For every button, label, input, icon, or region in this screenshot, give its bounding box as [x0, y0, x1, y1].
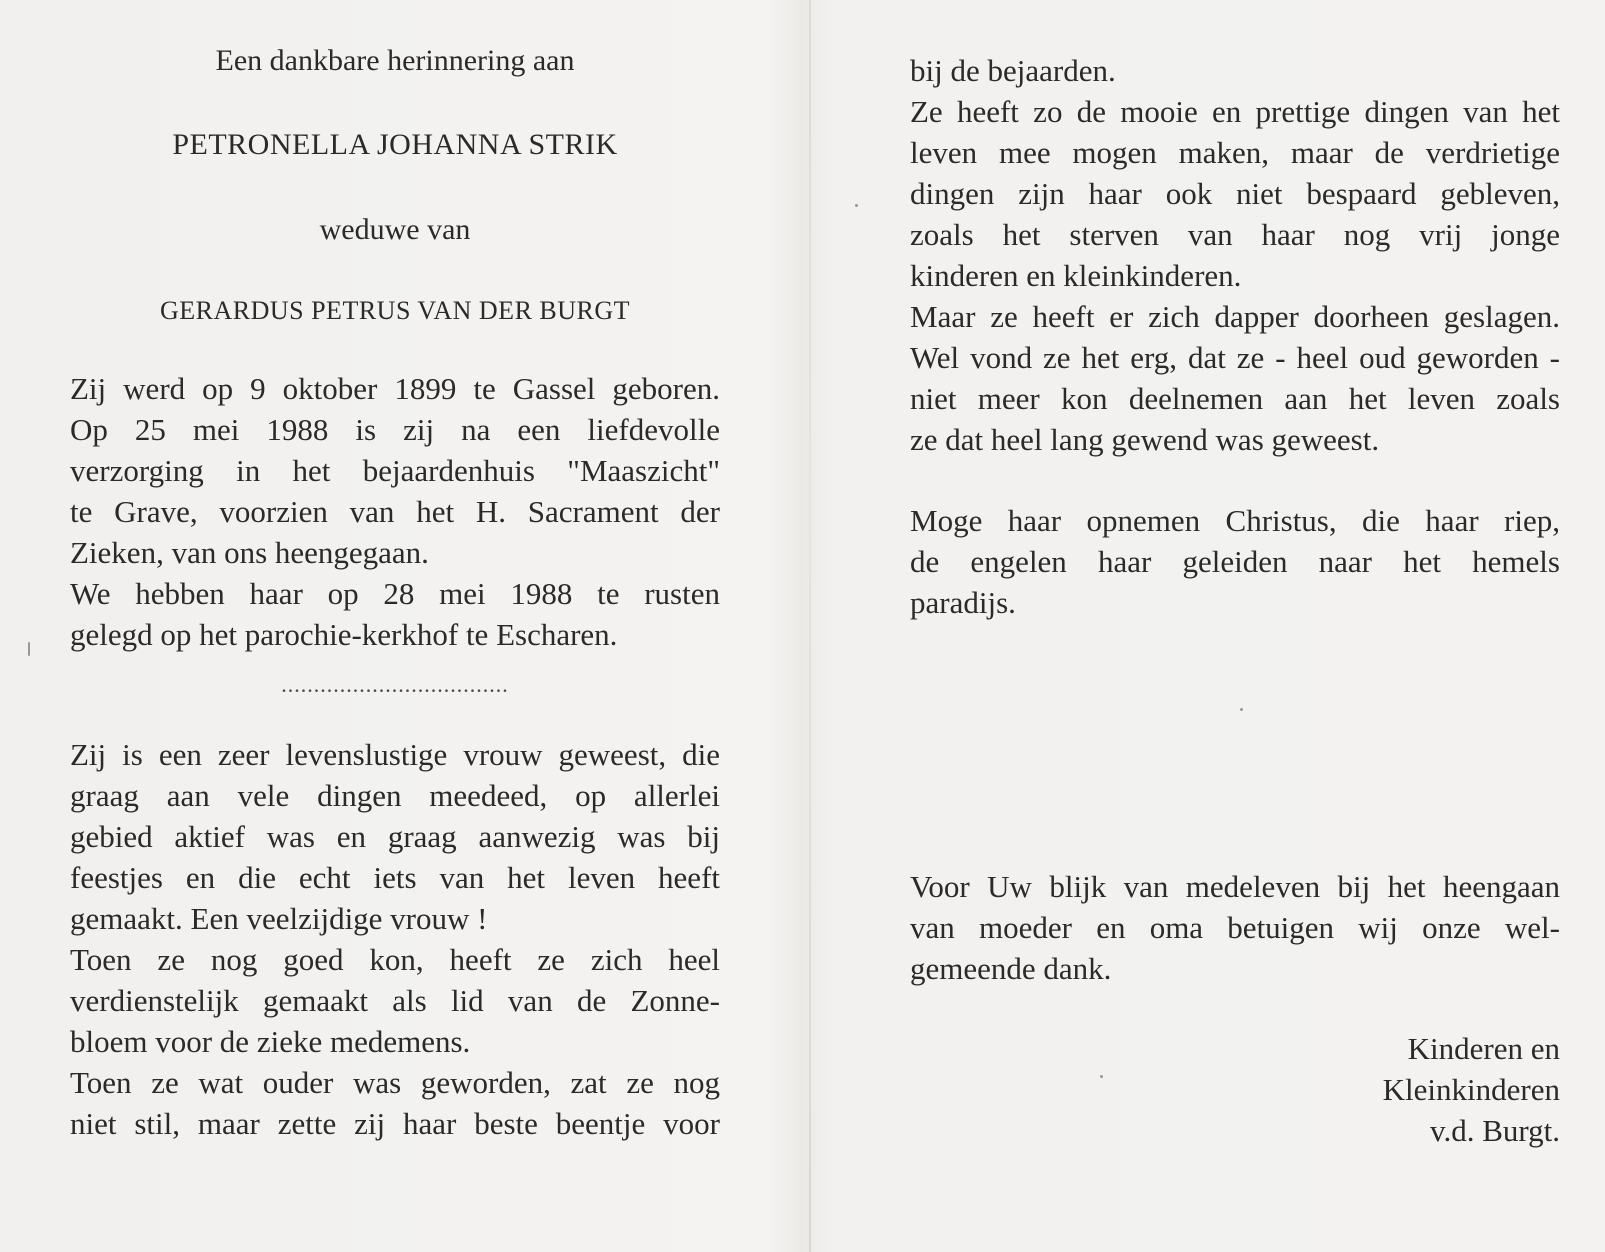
text-line: Ze heeft zo de mooie en prettige dingen van het — [910, 94, 1560, 129]
signature-block — [910, 1028, 1560, 1151]
text-line: Zij werd op 9 oktober 1899 te Gassel geboren. — [70, 371, 720, 406]
text-line: gelegd op het parochie-kerkhof te Escharen. — [70, 617, 618, 652]
text-line: leven mee mogen maken, maar de verdrietige — [910, 135, 1560, 170]
text-line: kinderen en kleinkinderen. — [910, 258, 1242, 293]
biography-paragraph — [70, 368, 720, 655]
signature-line: v.d. Burgt. — [1429, 1113, 1560, 1148]
prayer-paragraph — [910, 500, 1560, 623]
widow-of-label: weduwe van — [319, 213, 471, 246]
card-fold-line — [809, 0, 811, 1252]
text-line: niet meer kon deelnemen aan het leven zoals — [910, 381, 1560, 416]
thanks-paragraph — [910, 866, 1560, 989]
text-line: bloem voor de zieke medemens. — [70, 1024, 471, 1059]
text-line: Wel vond ze het erg, dat ze - heel oud geworden - — [910, 340, 1560, 375]
text-line: de engelen haar geleiden naar het hemels — [910, 544, 1560, 579]
text-line: graag aan vele dingen meedeed, op allerlei — [70, 778, 720, 813]
paper-speck — [855, 204, 858, 207]
text-line: verzorging in het bejaardenhuis "Maaszicht" — [70, 453, 720, 488]
intro-line: Een dankbare herinnering aan — [215, 44, 575, 77]
text-line: Voor Uw blijk van medeleven bij het heengaan — [910, 869, 1560, 904]
text-line: bij de bejaarden. — [910, 53, 1116, 88]
text-line: zoals het sterven van haar nog vrij jonge — [910, 217, 1560, 252]
character-paragraph — [70, 734, 720, 1144]
signature-line: Kinderen en — [1407, 1031, 1560, 1066]
text-line: Zieken, van ons heengegaan. — [70, 535, 429, 570]
text-line: Maar ze heeft er zich dapper doorheen geslagen. — [910, 299, 1560, 334]
text-line: paradijs. — [910, 585, 1016, 620]
text-line: dingen zijn haar ook niet bespaard gebleven, — [910, 176, 1560, 211]
text-line: ze dat heel lang gewend was geweest. — [910, 422, 1380, 457]
text-line: Toen ze wat ouder was geworden, zat ze nog — [70, 1065, 720, 1100]
text-line: verdienstelijk gemaakt als lid van de Zonne- — [70, 983, 720, 1018]
deceased-name: PETRONELLA JOHANNA STRIK — [172, 128, 618, 161]
dotted-divider: ................................... — [281, 672, 509, 697]
text-line: We hebben haar op 28 mei 1988 te rusten — [70, 576, 720, 611]
text-line: te Grave, voorzien van het H. Sacrament der — [70, 494, 720, 529]
paper-mark — [28, 642, 30, 656]
text-line: gemeende dank. — [910, 951, 1112, 986]
text-line: gebied aktief was en graag aanwezig was bij — [70, 819, 720, 854]
signature-line: Kleinkinderen — [1382, 1072, 1560, 1107]
text-line: feestjes en die echt iets van het leven heeft — [70, 860, 720, 895]
text-line: Moge haar opnemen Christus, die haar riep, — [910, 503, 1560, 538]
paper-speck — [1240, 708, 1243, 711]
text-line: Toen ze nog goed kon, heeft ze zich heel — [70, 942, 720, 977]
text-line: van moeder en oma betuigen wij onze wel- — [910, 910, 1560, 945]
text-line: niet stil, maar zette zij haar beste beentje voor — [70, 1106, 720, 1141]
husband-name: GERARDUS PETRUS VAN DER BURGT — [159, 296, 631, 325]
text-line: Op 25 mei 1988 is zij na een liefdevolle — [70, 412, 720, 447]
paper-speck — [1100, 1075, 1103, 1078]
continuation-paragraph — [910, 50, 1560, 460]
text-line: gemaakt. Een veelzijdige vrouw ! — [70, 901, 488, 936]
text-line: Zij is een zeer levenslustige vrouw geweest, die — [70, 737, 720, 772]
